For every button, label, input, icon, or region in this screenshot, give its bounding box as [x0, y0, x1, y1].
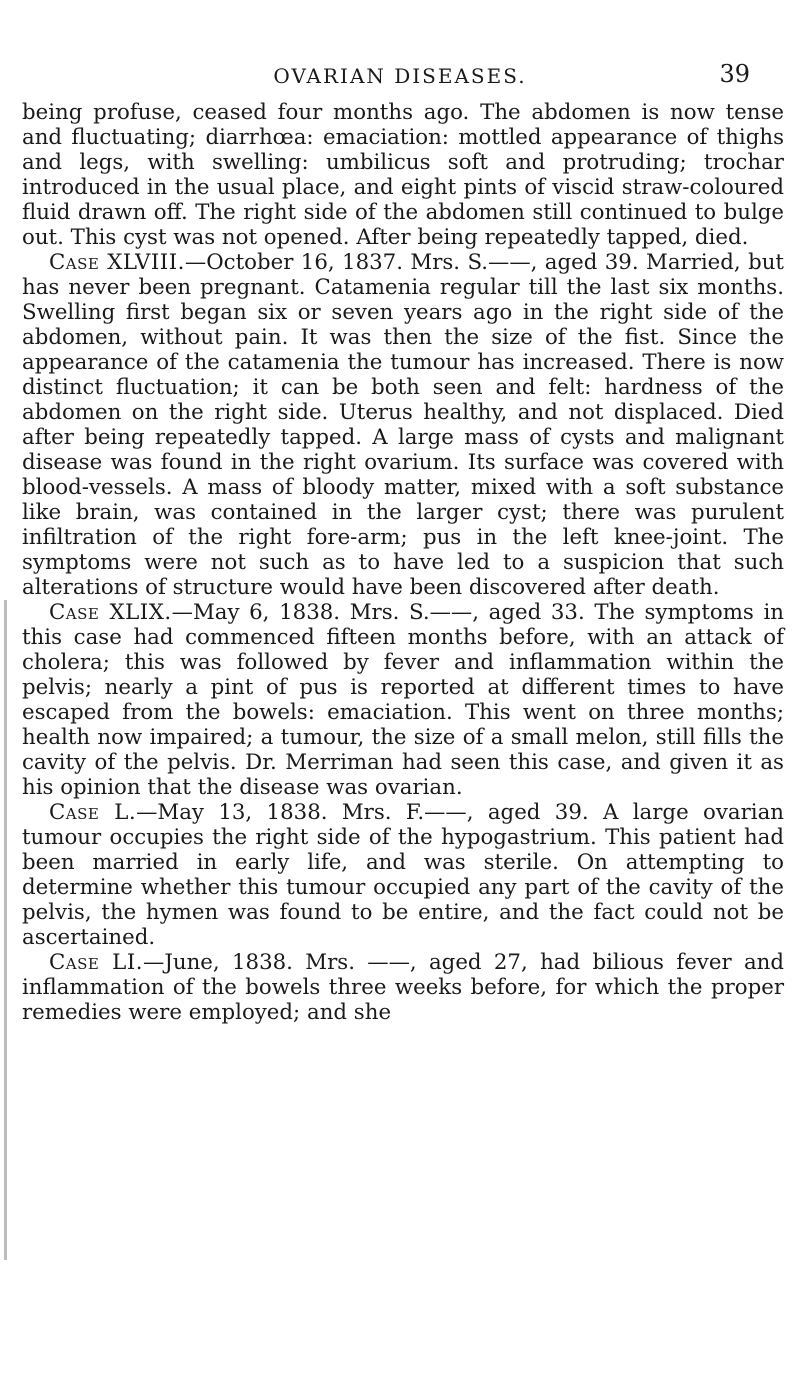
case-label: Case XLIX.: [49, 600, 172, 625]
paragraph-text: being profuse, ceased four months ago. The abdomen is now tense and fluctuating; diarrhœa: emaciation: mottled appearance of thighs and legs, with swelling: umbilicus soft and protruding; trochar introduced in the usual place, and eight pints of viscid straw-coloured fluid drawn off. The right side of the abdomen still continued to bulge out. This cyst was not opened. After being repeatedly tapped, died.: [22, 100, 784, 250]
page-number: 39: [719, 60, 750, 88]
paragraph-case-51: [22, 950, 784, 1025]
case-label: Case XLVIII.: [49, 250, 185, 275]
paragraph-case-50: [22, 800, 784, 950]
paragraph-text: —June, 1838. Mrs. ——, aged 27, had bilious fever and inflammation of the bowels three weeks before, for which the proper remedies were employed; and she: [22, 950, 784, 1025]
running-head: [0, 60, 800, 100]
paragraph-case-48: [22, 250, 784, 600]
paragraph-text: —May 13, 1838. Mrs. F.——, aged 39. A large ovarian tumour occupies the right side of the hypogastrium. This patient had been married in early life, and was sterile. On attempting to determine whether this tumour occupied any part of the cavity of the pelvis, the hymen was found to be entire, and the fact could not be ascertained.: [22, 800, 784, 950]
binding-margin-rule: [4, 600, 7, 1260]
paragraph-text: —May 6, 1838. Mrs. S.——, aged 33. The symptoms in this case had commenced fifteen months before, with an attack of cholera; this was followed by fever and inflammation within the pelvis; nearly a pint of pus is reported at different times to have escaped from the bowels: emaciation. This went on three months; health now impaired; a tumour, the size of a small melon, still fills the cavity of the pelvis. Dr. Merriman had seen this case, and given it as his opinion that the disease was ovarian.: [22, 600, 784, 800]
running-title: OVARIAN DISEASES.: [273, 64, 527, 88]
paragraph-text: —October 16, 1837. Mrs. S.——, aged 39. Married, but has never been pregnant. Catamenia regular till the last six months. Swelling first began six or seven years ago in the right side of the abdomen, without pain. It was then the size of the fist. Since the appearance of the catamenia the tumour has increased. There is now distinct fluctuation; it can be both seen and felt: hardness of the abdomen on the right side. Uterus healthy, and not displaced. Died after being repeatedly tapped. A large mass of cysts and malignant disease was found in the right ovarium. Its surface was covered with blood-vessels. A mass of bloody matter, mixed with a soft substance like brain, was contained in the larger cyst; there was purulent infiltration of the right fore-arm; pus in the left knee-joint. The symptoms were not such as to have led to a suspicion that such alterations of structure would have been discovered after death.: [22, 250, 784, 600]
case-label: Case L.: [49, 800, 137, 825]
body-text: [22, 100, 784, 1025]
paragraph-case-49: [22, 600, 784, 800]
paragraph-continuation: [22, 100, 784, 250]
case-label: Case LI.: [49, 950, 144, 975]
